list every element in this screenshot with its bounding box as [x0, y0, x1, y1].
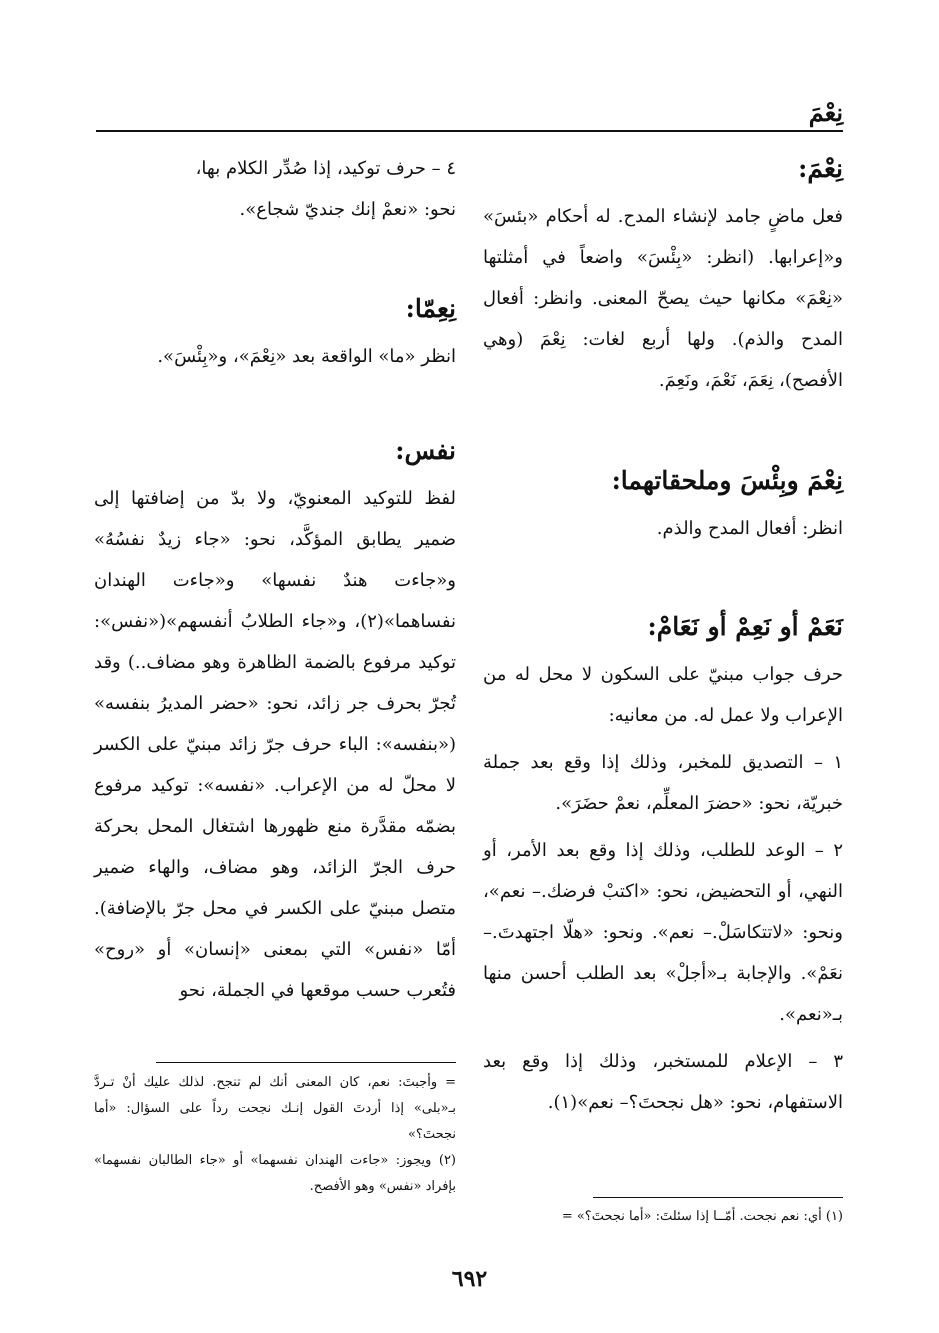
entry-nima-wa-bisa [483, 460, 843, 549]
meaning-item-4 [94, 148, 456, 230]
entry-title: نِعْمَ: [798, 154, 843, 183]
meaning-item-4-text: ٤ – حرف توكيد، إذا صُدِّر الكلام بها، [195, 158, 456, 179]
meaning-item-4-example: نحو: «نعمْ إنك جنديّ شجاع». [239, 199, 456, 220]
footnote-continuation [94, 1070, 456, 1200]
entry-niimma [94, 288, 456, 377]
entry-title: نَعَمْ أو نَعِمْ أو نَعَامْ: [647, 612, 843, 641]
entry-body: فعل ماضٍ جامد لإنشاء المدح. له أحكام «بئسَ» و«إعرابها. (انظر: «بِئْسَ» واضعاً في أمثلتها «نِعْمَ» مكانها حيث يصحّ المعنى. وانظر: أفعال المدح والذم). ولها أربع لغات: نِعْمَ (وهي الأفصح)، نِعَمَ، نَعْمَ، ونَعِمَ. [483, 206, 843, 391]
meaning-item-2: ٢ – الوعد للطلب، وذلك إذا وقع بعد الأمر، أو النهي، أو التحضيض، نحو: «اكتبْ فرضك.– نعم»، ونحو: «لاتتكاسَلْ.– نعم». ونحو: «هلّا اجتهدتَ.– نعَمْ». والإجابة بـ«أجلْ» بعد الطلب أحسن منها بـ«نعم». [483, 840, 843, 1025]
meaning-item-3: ٣ – الإعلام للمستخبر، وذلك إذا وقع بعد الاستفهام، نحو: «هل نجحتَ؟– نعم»(١). [483, 1051, 843, 1113]
entry-body: لفظ للتوكيد المعنويّ، ولا بدّ من إضافتها إلى ضمير يطابق المؤكَّد، نحو: «جاء زيدٌ نفسُهُ» و«جاءت هندٌ نفسها» و«جاءت الهندان نفساهما»(٢)، و«جاء الطلابُ أنفسهم»(«نفس»: توكيد مرفوع بالضمة الظاهرة وهو مضاف..) وقد تُجرّ بحرف جر زائد، نحو: «حضر المديرُ بنفسه» («بنفسه»: الباء حرف جرّ زائد مبنيّ على الكسر لا محلّ له من الإعراب. «نفسه»: توكيد مرفوع بضمّه مقدَّرة منع ظهورها اشتغال المحل بحركة حرف الجرّ الزائد، وهو مضاف، والهاء ضمير متصل مبنيّ على الكسر في محل جرّ بالإضافة). أمّا «نفس» التي بمعنى «إنسان» أو «روح» فتُعرب حسب موقعها في الجملة، نحو [94, 488, 456, 1001]
entry-intro: حرف جواب مبنيّ على السكون لا محل له من الإعراب ولا عمل له. من معانيه: [483, 664, 843, 726]
footnote-1: (١) أي: نعم نجحت. أمّــا إذا سئلتَ: «أما نجحتَ؟» = [561, 1209, 843, 1224]
entry-body: انظر: أفعال المدح والذم. [656, 518, 843, 539]
footnote-1-continued: = وأجبتَ: نعم، كان المعنى أنك لم تنجح. لذلك عليك أنْ تـردَّ بـ«بلى» إذا أردتَ القول إنـك نجحت رداً على السؤال: «أما نجحتَ؟» [94, 1075, 456, 1142]
entry-nafs [94, 430, 456, 1011]
footnote-rule [156, 1062, 456, 1063]
footnote-2: (٢) ويجوز: «جاءت الهندان نفسهما» أو «جاء الطالبان نفسهما» بإفراد «نفس» وهو الأفصح. [94, 1153, 456, 1194]
right-column [483, 148, 843, 1198]
footnote-rule [593, 1197, 843, 1198]
running-head: نِعْمَ [808, 98, 843, 127]
entry-naam [483, 606, 843, 1123]
entry-title: نِعِمّا: [405, 294, 456, 323]
entry-title: نِعْمَ وبِئْسَ وملحقاتهما: [611, 466, 843, 495]
entry-nima [483, 148, 843, 401]
page-number: ٦٩٢ [451, 1266, 488, 1292]
entry-body: انظر «ما» الواقعة بعد «نِعْمَ»، و«بِئْسَ». [157, 346, 456, 367]
left-column [94, 148, 456, 1058]
meaning-item-1: ١ – التصديق للمخبر، وذلك إذا وقع بعد جملة خبريّة، نحو: «حضرَ المعلِّم، نعمْ حضَرَ». [483, 752, 843, 814]
header-rule [96, 130, 843, 132]
entry-title: نفس: [395, 436, 456, 465]
